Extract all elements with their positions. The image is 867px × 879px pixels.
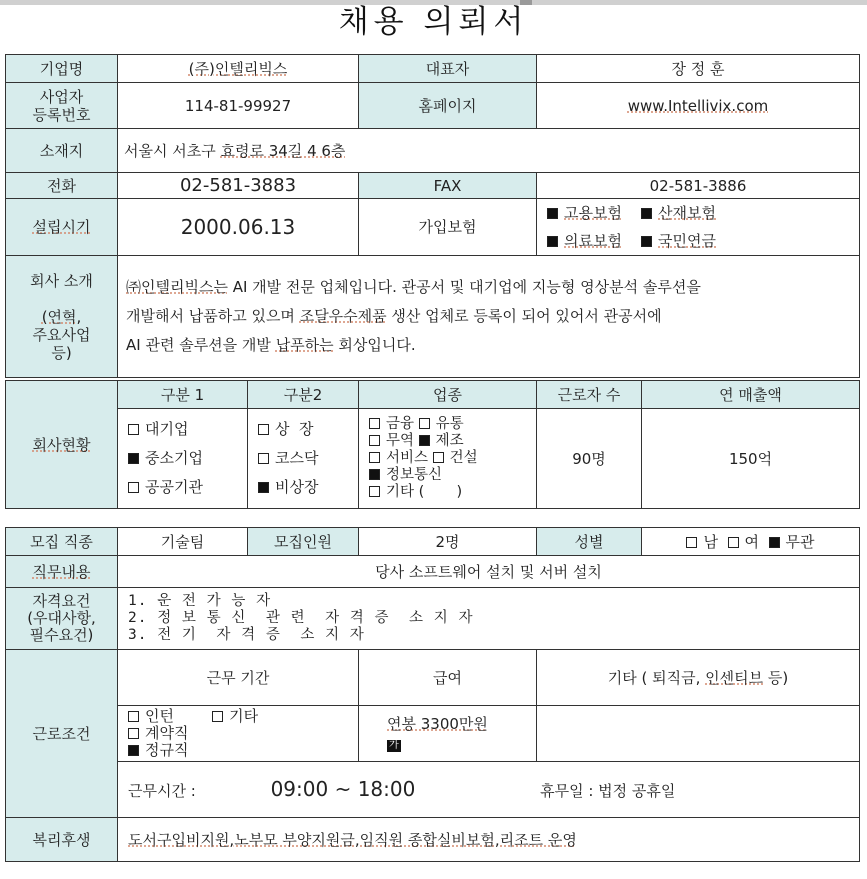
business-number-label: 사업자 등록번호: [6, 83, 118, 129]
phone-label: 전화: [6, 173, 118, 199]
company-status-table: [5, 380, 860, 509]
checkbox-icon: [686, 537, 697, 548]
address-value: 서울시 서초구 효령로 34길 4 6층: [118, 129, 860, 173]
insurance-pension[interactable]: 국민연금: [641, 232, 716, 250]
annual-revenue: 150억: [642, 409, 860, 509]
founded-label: 설립시기: [6, 199, 118, 256]
type2-listed[interactable]: 상 장: [258, 415, 352, 444]
etc-header: 기타 ( 퇴직금, 인센티브 등): [537, 650, 860, 706]
requirements-list: 1. 운 전 가 능 자 2. 정 보 통 신 관 련 자 격 증 소 지 자 3. 전 기 자 격 증 소 지 자: [118, 588, 860, 650]
ceo-name: 장 정 훈: [537, 55, 860, 83]
company-name: (주)인텔리빅스: [118, 55, 359, 83]
industry-row-3[interactable]: 서비스 건설: [369, 450, 530, 467]
gender-any[interactable]: 무관: [769, 533, 815, 551]
checkbox-icon: [419, 418, 430, 429]
type1-public[interactable]: 공공기관: [128, 473, 241, 502]
status-label: 회사현황: [6, 381, 118, 509]
checkbox-icon: [128, 453, 139, 464]
company-name-label: 기업명: [6, 55, 118, 83]
checkbox-icon: [258, 482, 269, 493]
fax-value: 02-581-3886: [537, 173, 860, 199]
homepage-link[interactable]: www.Intellivix.com: [537, 83, 860, 129]
checkbox-icon: [128, 482, 139, 493]
salary-value: 연봉 3300만원 가: [359, 706, 537, 762]
gender-options: [642, 528, 860, 556]
gender-label: 성별: [537, 528, 642, 556]
insurance-options: [537, 199, 860, 256]
status-header-type2: 구분2: [248, 381, 359, 409]
industry-row-2[interactable]: 무역 제조: [369, 433, 530, 450]
type2-unlisted[interactable]: 비상장: [258, 473, 352, 502]
period-contract[interactable]: 계약직: [128, 725, 352, 742]
duty-label: 직무내용: [6, 556, 118, 588]
type1-options: [118, 409, 248, 509]
checkbox-icon: [419, 435, 430, 446]
checkbox-icon: [728, 537, 739, 548]
checkbox-icon: [547, 236, 558, 247]
holiday-value: 휴무일 : 법정 공휴일: [540, 781, 676, 800]
salary-badge: 가: [389, 739, 399, 751]
industry-row-4[interactable]: 정보통신: [369, 467, 530, 484]
insurance-medical[interactable]: 의료보험: [547, 232, 622, 250]
fax-label: FAX: [359, 173, 537, 199]
checkbox-icon: [128, 711, 139, 722]
job-type-label: 모집 직종: [6, 528, 118, 556]
requirements-label: 자격요건 (우대사항, 필수요건): [6, 588, 118, 650]
checkbox-icon: [128, 745, 139, 756]
checkbox-icon: [641, 236, 652, 247]
gender-female[interactable]: 여: [728, 533, 760, 551]
checkbox-icon: [369, 486, 380, 497]
work-hours-row: [118, 762, 860, 818]
page-title: 채용 의뢰서: [338, 4, 529, 40]
founded-date: 2000.06.13: [118, 199, 359, 256]
industry-row-5[interactable]: 기타 ( ): [369, 484, 530, 501]
insurance-employment[interactable]: 고용보험: [547, 204, 622, 222]
conditions-label: 근로조건: [6, 650, 118, 818]
employee-count: 90명: [537, 409, 642, 509]
type2-options: [248, 409, 359, 509]
checkbox-icon: [369, 452, 380, 463]
type2-kosdaq[interactable]: 코스닥: [258, 444, 352, 473]
industry-row-1[interactable]: 금융 유통: [369, 416, 530, 433]
checkbox-icon: [369, 418, 380, 429]
job-type-value: 기술팀: [118, 528, 248, 556]
checkbox-icon: [212, 711, 223, 722]
checkbox-icon: [769, 537, 780, 548]
type1-large[interactable]: 대기업: [128, 415, 241, 444]
work-hours-value: 09:00 ~ 18:00: [270, 776, 416, 801]
checkbox-icon: [369, 469, 380, 480]
insurance-industrial[interactable]: 산재보험: [641, 204, 716, 222]
status-header-revenue: 연 매출액: [642, 381, 860, 409]
checkbox-icon: [547, 208, 558, 219]
checkbox-icon: [641, 208, 652, 219]
status-header-employees: 근로자 수: [537, 381, 642, 409]
period-row-1[interactable]: 인턴 기타: [128, 708, 352, 725]
insurance-label: 가입보험: [359, 199, 537, 256]
recruitment-table: [5, 527, 860, 862]
period-header: 근무 기간: [118, 650, 359, 706]
phone-value: 02-581-3883: [118, 173, 359, 199]
checkbox-icon: [258, 424, 269, 435]
type1-sme[interactable]: 중소기업: [128, 444, 241, 473]
checkbox-icon: [433, 452, 444, 463]
checkbox-icon: [258, 453, 269, 464]
intro-text: ㈜인텔리빅스는 AI 개발 전문 업체입니다. 관공서 및 대기업에 지능형 영상분석 솔루션을 개발해서 납품하고 있으며 조달우수제품 생산 업체로 등록이 되어 있어서 관공서에 AI 관련 솔루션을 개발 납푸하는 회상입니다.: [118, 256, 860, 378]
work-hours-label: 근무시간 :: [128, 781, 196, 800]
etc-value: [537, 706, 860, 762]
checkbox-icon: [128, 728, 139, 739]
period-regular[interactable]: 정규직: [128, 742, 352, 759]
duty-value: 당사 소프트웨어 설치 및 서버 설치: [118, 556, 860, 588]
headcount-label: 모집인원: [248, 528, 359, 556]
intro-label: 회사 소개 (연혁, 주요사업 등): [6, 256, 118, 378]
ceo-label: 대표자: [359, 55, 537, 83]
status-header-industry: 업종: [359, 381, 537, 409]
checkbox-icon: [369, 435, 380, 446]
welfare-label: 복리후생: [6, 818, 118, 862]
company-info-table: [5, 54, 860, 378]
headcount-value: 2명: [359, 528, 537, 556]
status-header-type1: 구분 1: [118, 381, 248, 409]
checkbox-icon: [128, 424, 139, 435]
homepage-label: 홈페이지: [359, 83, 537, 129]
gender-male[interactable]: 남: [686, 533, 718, 551]
address-label: 소재지: [6, 129, 118, 173]
welfare-value: 도서구입비지원,노부모 부양지원금,임직원 종합실비보험,리조트 운영: [118, 818, 860, 862]
business-number: 114-81-99927: [118, 83, 359, 129]
industry-options: [359, 409, 537, 509]
salary-header: 급여: [359, 650, 537, 706]
period-options: [118, 706, 359, 762]
